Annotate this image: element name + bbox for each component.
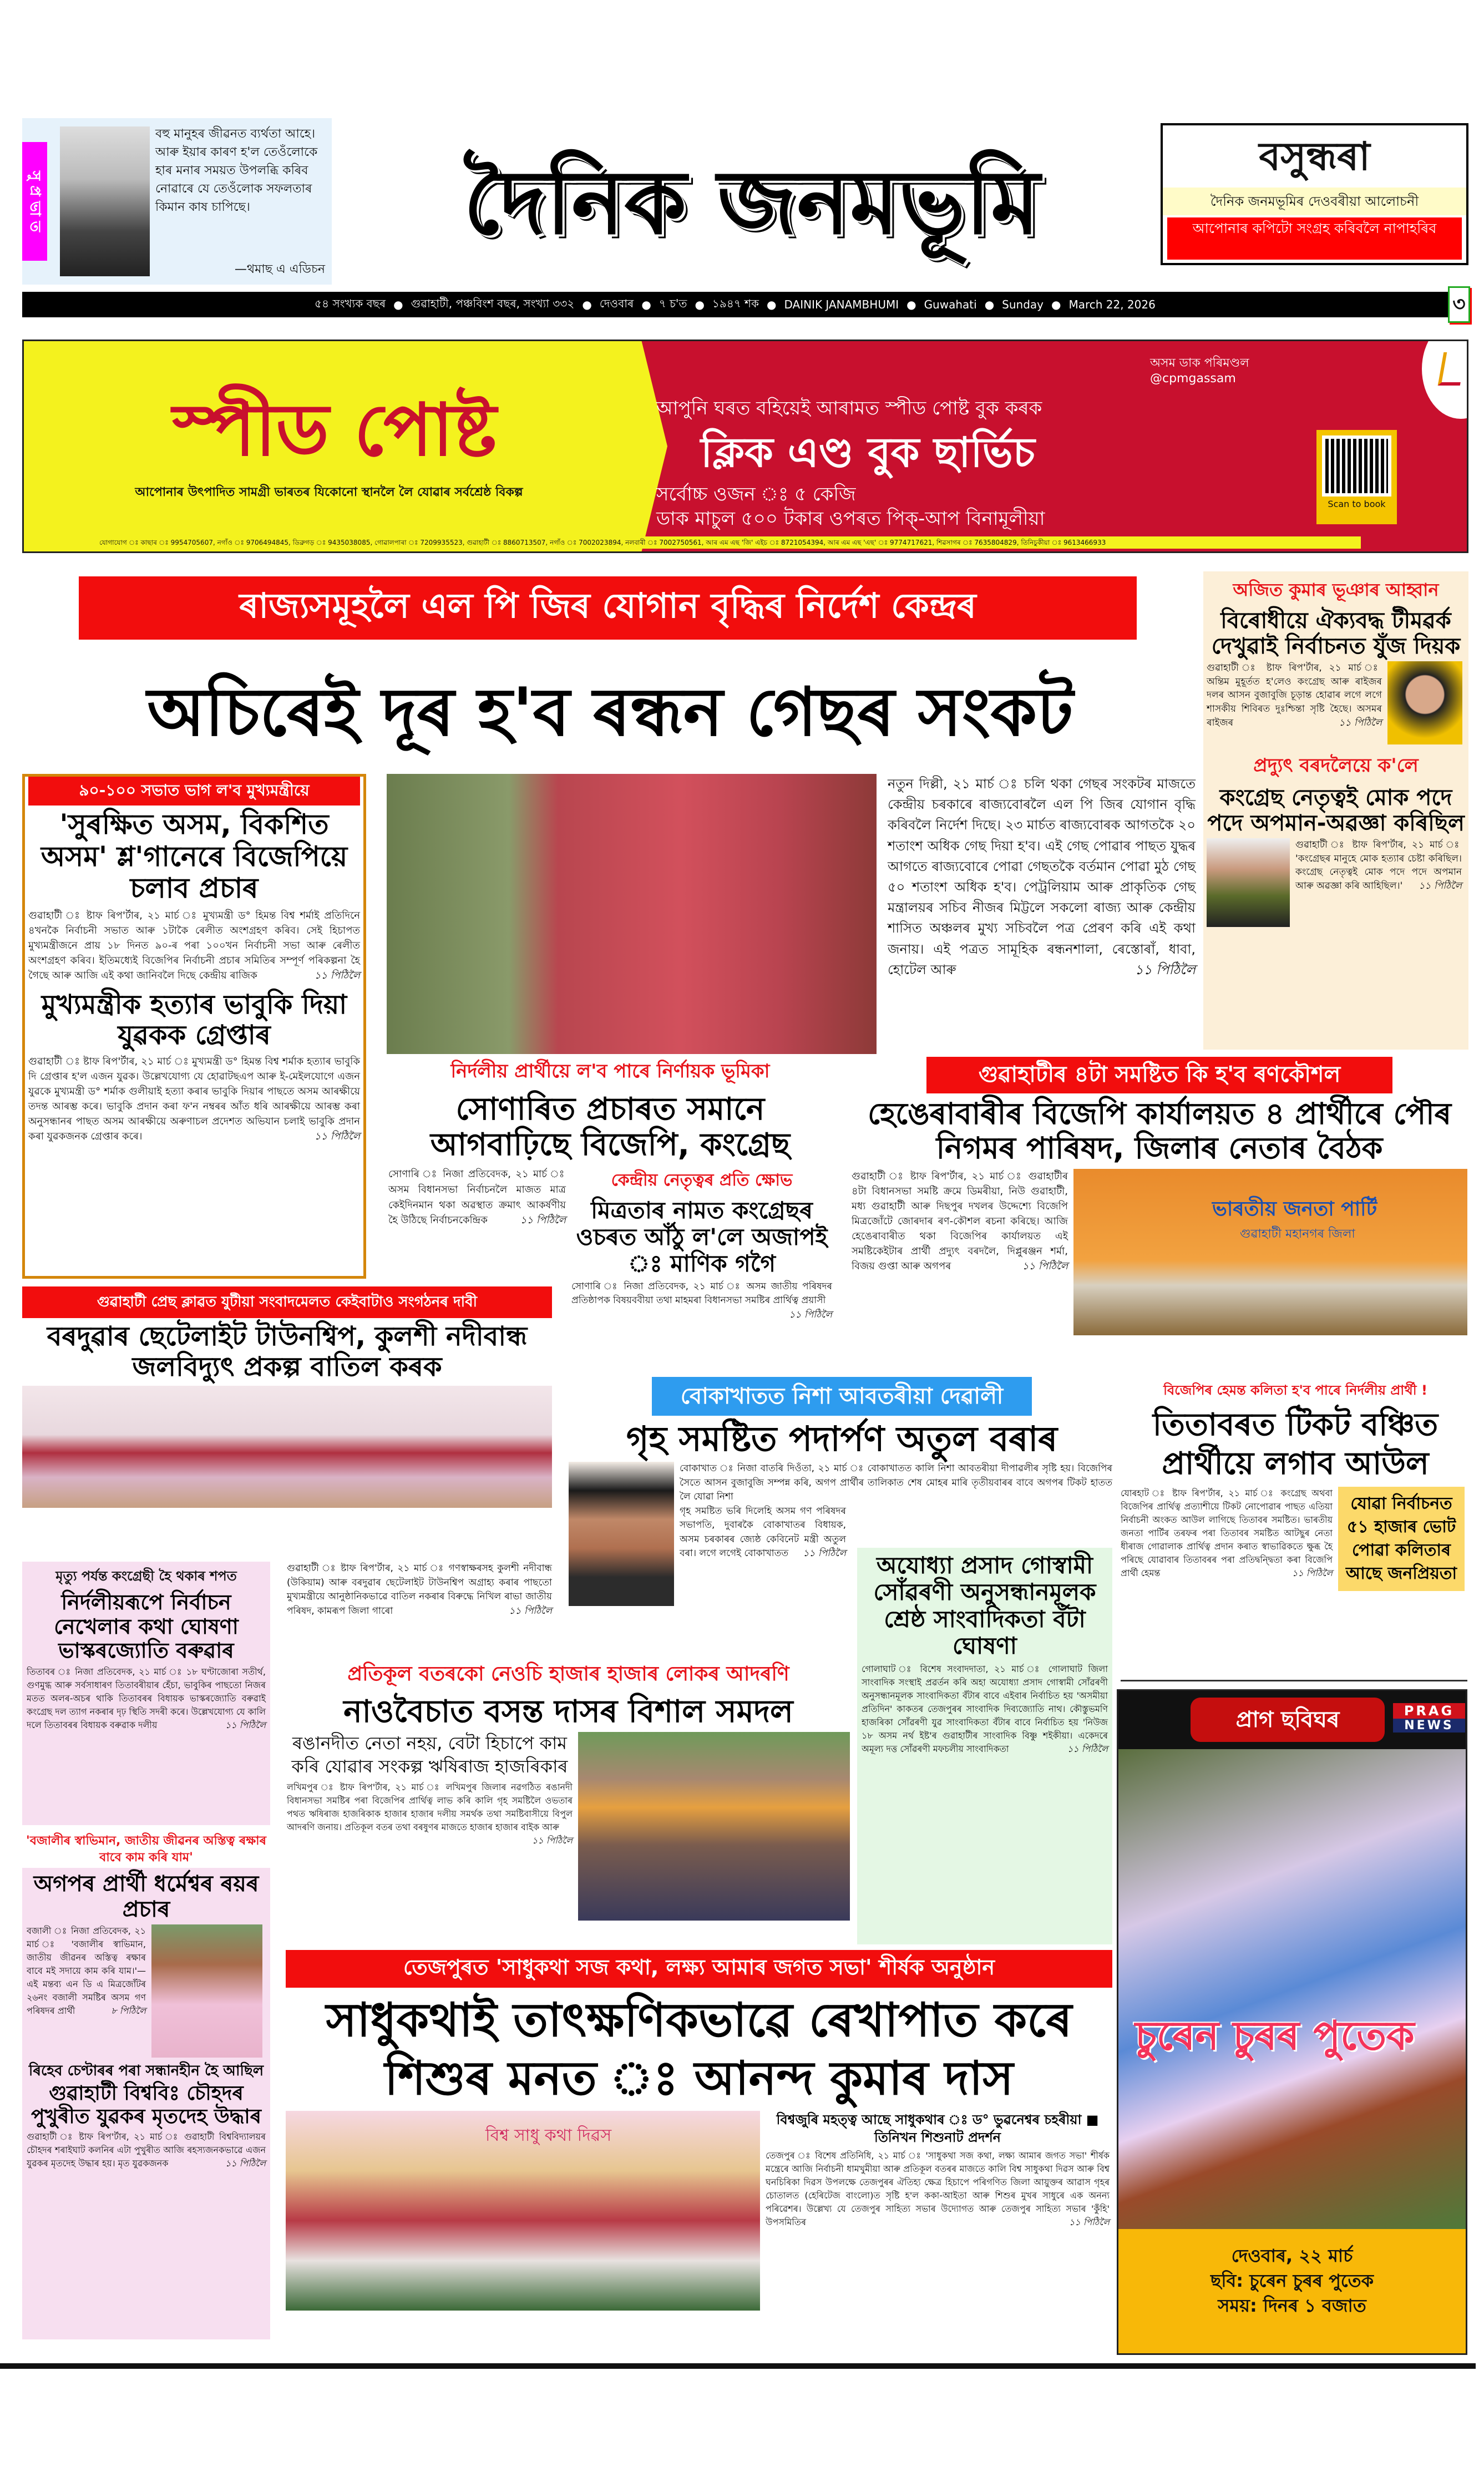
kulsi-headline: বৰদুৱাৰ ছেটেলাইট টাউনশ্বিপ, কুলশী নদীবান্ধ জলবিদ্যুৎ প্ৰকল্প বাতিল কৰক [47, 1321, 528, 1383]
guwahati4-headline: হেঙেৰাবাৰীৰ বিজেপি কাৰ্যালয়ত ৪ প্ৰাৰ্থীৰে পৌৰ নিগমৰ পাৰিষদ, জিলাৰ নেতাৰ বৈঠক [868, 1096, 1451, 1166]
tezpur-body: তেজপুৰ ঃ বিশেষ প্ৰতিনিধি, ২১ মাৰ্চ ঃ 'সাধুকথা সজ কথা, লক্ষ্য আমাৰ জগত সভা' শীৰ্ষক মন্ত্ৰেৰে আজি নিৰ্বাচনী ধামখুমীয়া আৰু প্ৰতিকূল বতৰৰ মাজতে কালি বিশ্ব সাধুকথা দিৱস আৰু বিশ্ব ঘনচিৰিকা দিৱস উপলক্ষে তেজপুৰৰ ঐতিহ্য ক্ষেত্ৰ হিচাপে পৰিগণিত জিলা আয়ুক্তৰ আৱাস গৃহৰ চোতালত (হেৰিটেজ বাংলো)ত সৃষ্টি হ'ল ককা-আইতা আৰু শিশুৰ মুখৰ সাধুৰে এক অনন্য পৰিৱেশৰ। উল্লেখ্য যে তেজপুৰ সাহিত্য সভাৰ উদ্যোগত আৰু তেজপুৰ সাহিত্য সভাৰ 'কুঁহি' উপসমিতিৰ ১১ পিঠিলৈ [766, 2150, 1110, 2227]
bajali-body: বজালী ঃ নিজা প্ৰতিবেদক, ২১ মাৰ্চ ঃ 'বজালীৰ স্বাভিমান, জাতীয় জীৱনৰ অস্তিত্ব ৰক্ষাৰ বাবে মই সদায়ে কাম কৰি যাম।'— এই মন্তব্য এন ডি এ মিত্ৰজোঁটৰ ২৬নং বজালী সমষ্টিৰ অসম গণ পৰিষদৰ প্ৰাৰ্থী ৮ পিঠিলৈ [27, 1926, 146, 2017]
bokakhat-headline: গৃহ সমষ্টিত পদাৰ্পণ অতুল বৰাৰ [626, 1419, 1058, 1459]
dharmeswar-roy-photo [151, 1924, 262, 2058]
pradyut-bordoloi-photo [1207, 838, 1290, 927]
prag-day: দেওবাৰ, ২২ মাৰ্চ [1231, 2245, 1353, 2266]
ayodhya-headline: অযোধ্যা প্ৰসাদ গোস্বামী সোঁৱৰণী অনুসন্ধানমূলক শ্ৰেষ্ঠ সাংবাদিকতা বঁটা ঘোষণা [873, 1552, 1096, 1659]
dateline-item: Guwahati [924, 298, 977, 311]
ajit-body: গুৱাহাটী ঃ ষ্টাফ ৰিপ'ৰ্টাৰ, ২১ মাৰ্চ ঃ অন্তিম মুহূৰ্তত হ'লেও কংগ্ৰেছ আৰু ৰাইজৰ দলৰ আসন বুজাবুজি চূড়ান্ত হোৱাৰ লগে লগে শাসকীয় শিবিৰত দুঃশ্চিন্তা সৃষ্টি হৈছে। অসমৰ ৰাইজৰ ১১ পিঠিলৈ [1207, 662, 1382, 728]
india-post-logo [1422, 340, 1468, 419]
lead-body: নতুন দিল্লী, ২১ মাৰ্চ ঃ চলি থকা গেছৰ সংকটৰ মাজতে কেন্দ্ৰীয় চৰকাৰে ৰাজ্যবোৰলৈ এল পি জিৰ যোগান বৃদ্ধি কৰিবলৈ নিৰ্দেশ দিছে। ২৩ মাৰ্চত ৰাজ্যবোৰক আগতকৈ ২০ শতাংশ অধিক গেছ দিয়া হ'ব। এই গেছ পোৱাৰ পাছত যুদ্ধৰ আগতে ৰাজ্যবোৰে পোৱা গেছতকৈ বৰ্তমান পোৱা মুঠ গেছ ৫০ শতাংশ অধিক হ'ব। পেট্ৰলিয়াম আৰু প্ৰাকৃতিক গেছ মন্ত্ৰালয়ৰ সচিব নীজৰ মিট্টলে সকলো ৰাজ্য আৰু কেন্দ্ৰীয় শাসিত অঞ্চলৰ মুখ্য সচিবলৈ পত্ৰ প্ৰেৰণ কৰি এই কথা জনায়। এই পত্ৰত সামূহিক ৰন্ধনশালা, ৰেস্তোৰাঁ, ধাবা, হোটেল আৰু ১১ পিঠিলৈ [888, 774, 1196, 980]
dateline-item: Sunday [1002, 298, 1044, 311]
dateline-item: ৫৪ সংখ্যক বছৰ [315, 296, 386, 310]
photo-banner-text: ভাৰতীয় জনতা পাৰ্টি [1212, 1198, 1377, 1221]
pradyut-kicker: প্ৰদ্যুৎ বৰদলৈয়ে ক'লে [1253, 754, 1419, 777]
sidebar-beige [1203, 571, 1468, 1050]
bhaskar-box [22, 1562, 270, 1825]
ad-title: স্পীড পোষ্ট [173, 388, 497, 472]
continued-label: ১১ পিঠিলৈ [1134, 961, 1196, 977]
ajit-bhuyan-photo [1387, 661, 1462, 744]
atul-bora-photo [569, 1462, 674, 1606]
quote-strip: সু প্ৰ ভা ত [22, 142, 47, 261]
ad-line2: ক্লিক এণ্ড বুক ছাৰ্ভিচ [701, 429, 1035, 477]
dateline-item: ১৯৪৭ শক [712, 296, 759, 310]
sonari-headline: সোণাৰিত প্ৰচাৰত সমানে আগবাঢ়িছে বিজেপি, কংগ্ৰেছ [430, 1091, 791, 1163]
ad-contacts: যোগাযোগ ঃ কাছাৰ ঃ 9954705607, নগাঁও ঃ 9706494845, ডিব্ৰুগড় ঃ 9435038085, গোৱালপাৰা ঃ 7209935523, গুৱাহাটী ঃ 8860713507, নগাঁও ঃ 7002023894, নলবাৰী ঃ 7002750561, আৰ এম এছ 'জি' এইচ ঃ 8721054394, আৰ এম এছ 'এছ' ঃ 9774717621, শিৱসাগৰ ঃ 7635804829, তিনিচুকীয়া ঃ 9613466933 [96, 536, 1361, 549]
bokakhat-body-bottom: গৃহ সমষ্টিত ভৰি দিলেহি অসম গণ পৰিষদৰ সভাপতি, দুবাৰকৈ বোকাখাতৰ বিধায়ক, অসম চৰকাৰৰ জ্যেষ্ঠ কেবিনেট মন্ত্ৰী অতুল বৰা। লগে লগেই বোকাখাতত ১১ পিঠিলৈ [680, 1505, 846, 1559]
masthead-title: দৈনিক জনমভূমি [463, 150, 1040, 254]
naoboicha-story [287, 1659, 850, 1921]
ad-line4: ডাক মাচুল ৫০০ টকাৰ ওপৰত পিক্-আপ বিনামূলীয়া [656, 508, 1045, 530]
storytelling-event-photo [286, 2111, 760, 2311]
ayodhya-body: গোলাঘাট ঃ বিশেষ সংবাদদাতা, ২১ মাৰ্চ ঃ গোলাঘাট জিলা সাংবাদিক সংস্থাই প্ৰৱৰ্তন কৰি অহা অযোধ্যা প্ৰসাদ গোস্বামী সোঁৱৰণী অনুসন্ধানমূলক সাংবাদিকতা বঁটাৰ বাবে এইবাৰ নিৰ্বাচিত হয় 'অসমীয়া প্ৰতিদিন' কাকতৰ তেজপুৰৰ সাংবাদিক দিব্যজ্যোতি নাথ। কৌস্তুভমণি হাজৰিকা সোঁৱৰণী যুৱ সাংবাদিকতা বঁটাৰ বাবে নিৰ্বাচিত হয় 'নিউজ ১৮ অসম নৰ্থ ইষ্ট'ৰ গুৱাহাটীৰ সাংবাদিক বিষ্ণু শইকীয়া। একেদৰে অমূল্য দত্ত সোঁৱৰণী মফচলীয় সাংবাদিকতা ১১ পিঠিলৈ [862, 1664, 1108, 1755]
dateline-bar: ৫৪ সংখ্যক বছৰ ● গুৱাহাটী, পঞ্চবিংশ বছৰ, সংখ্যা ৩৩২ ● দেওবাৰ ● ৭ চ'ত ● ১৯৪৭ শক ● DAINIK JANAMBHUMI ● Guwahati ● Sunday ● March 22, 2026 [22, 292, 1448, 317]
bhaskar-body: তিতাবৰ ঃ নিজা প্ৰতিবেদক, ২১ মাৰ্চ ঃ ১৮ ঘণ্টাজোৰা সতীৰ্থ, গুণমুগ্ধ আৰু সৰ্বসাধাৰণ তিতাবৰীয়াৰ হেঁচা, ভাবুকিৰ পাছতো নিজৰ মতত অলৰ-অচৰ থাকি তিতাবৰৰ বিধায়ক ভাস্কৰজ্যোতি বৰুৱাই কংগ্ৰেছ দল ত্যাগ নকৰাৰ দৃঢ় স্থিতি সদৰী কৰে। উল্লেখযোগ্য যে কালি দলে তিতাবৰৰ বিধায়ক বৰুৱাক দলীয় ১১ পিঠিলৈ [27, 1666, 266, 1731]
photo-banner-sub: গুৱাহাটী মহানগৰ জিলা [1240, 1227, 1355, 1242]
kulsi-body: গুৱাহাটী ঃ ষ্টাফ ৰিপ'ৰ্টাৰ, ২১ মাৰ্চ ঃ গণস্বাক্ষৰসহ কুলশী নদীবান্ধ (উকিয়াম) আৰু বৰদুৱাৰ ছেটেলাইট টাউনশ্বিপ অগ্ৰাহ্য কৰাৰ পাছতো মুখ্যমন্ত্ৰীয়ে আনুষ্ঠানিকভাৱে বাতিল নকৰাৰ বিৰুদ্ধে নিখিল ৰাভা জাতীয় পৰিষদ, কামৰূপ জিলা গাৰো ১১ পিঠিলৈ [287, 1563, 552, 1617]
titabor-body: যোৰহাট ঃ ষ্টাফ ৰিপ'ৰ্টাৰ, ২১ মাৰ্চ ঃ কংগ্ৰেছ অথবা বিজেপিৰ প্ৰাৰ্থিত্ব প্ৰত্যাশীয়ে টিকট নোপোৱাৰ পাছত এতিয়া নিৰ্বাচনী অংকত আউল লাগিছে তিতাবৰ সমষ্টিত। ভাৰতীয় জনতা পাৰ্টিৰ তৰফৰ পৰা তিতাবৰ সমষ্টিত আটছুৰ নেতা ধীৰাজ গোৱালাক প্ৰাৰ্থিত্ব প্ৰদান কৰাত স্বাভাৱিকতে ক্ষুব্ধ হৈ পৰিছে যোৱাবাৰ তিতাবৰৰ পৰা প্ৰতিদ্বন্দ্বিতা কৰা বিজেপি প্ৰাৰ্থী হেমন্ত ১১ পিঠিলৈ [1121, 1488, 1333, 1578]
ad-line3: সৰ্বোচ্চ ওজন ঃ ৫ কেজি [656, 483, 856, 505]
titabor-highlight-box: যোৱা নিৰ্বাচনত ৫১ হাজাৰ ভোট পোৱা কলিতাৰ আছে জনপ্ৰিয়তা [1338, 1487, 1465, 1591]
naoboicha-headline: নাওবৈচাত বসন্ত দাসৰ বিশাল সমদল [343, 1694, 793, 1730]
divider [1121, 1680, 1467, 1681]
lead-kicker: ৰাজ্যসমূহলৈ এল পি জিৰ যোগান বৃদ্ধিৰ নিৰ্দেশ কেন্দ্ৰৰ [79, 576, 1137, 640]
bottom-rule [0, 2363, 1476, 2369]
threat-body: গুৱাহাটী ঃ ষ্টাফ ৰিপ'ৰ্টাৰ, ২১ মাৰ্চ ঃ মুখ্যমন্ত্ৰী ড° হিমন্ত বিশ্ব শৰ্মাক হত্যাৰ ভাবুকি দি গ্ৰেপ্তাৰ হ'ল এজন যুৱক। উল্লেখযোগ্য যে হোৱাটছএপ আৰু ই-মেইলযোগে এজন যুৱকে মুখ্যমন্ত্ৰী ড° শৰ্মাক গুলীয়াই হত্যা কৰাৰ ভাবুকি দিয়াৰ পাছতে অসম আৰক্ষীয়ে তদন্ত আৰম্ভ কৰে। ভাবুকি প্ৰদান কৰা ফ'ন নম্বৰৰ আঁত ধৰি আৰক্ষীয়ে আৰম্ভ কৰা অনুসন্ধানৰ পাছত অসম আৰক্ষীয়ে অৰুণাচল প্ৰদেশত অভিযান চলাই ভাবুকি প্ৰদান কৰা যুৱকজনক গ্ৰেপ্তাৰ কৰে। ১১ পিঠিলৈ [28, 1055, 360, 1142]
supplement-title: বসুন্ধৰা [1259, 134, 1370, 179]
ajit-headline: বিৰোধীয়ে ঐক্যবদ্ধ টীমৱৰ্ক দেখুৱাই নিৰ্বাচনত যুঁজ দিয়ক [1211, 608, 1461, 659]
gogoi-headline: মিত্ৰতাৰ নামত কংগ্ৰেছৰ ওচৰত আঁঠু ল'লে অজাপই ঃ মাণিক গগৈ [576, 1196, 828, 1278]
ad-tagline: আপোনাৰ উৎপাদিত সামগ্ৰী ভাৰতৰ যিকোনো স্থানলৈ লৈ যোৱাৰ সৰ্বশ্ৰেষ্ঠ বিকল্প [135, 485, 523, 499]
dateline-item: March 22, 2026 [1068, 298, 1156, 311]
kulsi-story [22, 1286, 552, 1508]
naoboicha-subhead: ৰঙানদীত নেতা নহয়, বেটা হিচাপে কাম কৰি যোৱাৰ সংকল্প ঋষিৰাজ হাজৰিকাৰ [291, 1733, 568, 1777]
ayodhya-box [857, 1548, 1112, 1944]
quote-author: —থমাছ এ এডিচন [235, 260, 325, 280]
bajali-kicker: 'বজালীৰ স্বাভিমান, জাতীয় জীৱনৰ অস্তিত্ব ৰক্ষাৰ বাবে কাম কৰি যাম' [26, 1834, 266, 1865]
sonari-kicker: নিৰ্দলীয় প্ৰাৰ্থীয়ে ল'ব পাৰে নিৰ্ণায়ক ভূমিকা [450, 1060, 770, 1082]
scan-label: Scan to book [1328, 499, 1386, 509]
prag-news-logo: PRAG NEWS [1393, 1703, 1465, 1733]
cm-headline: 'সুৰক্ষিত অসম, বিকশিত অসম' শ্ল'গানেৰে বিজেপিয়ে চলাব প্ৰচাৰ [40, 808, 348, 904]
ad-handle: @cpmgassam [1150, 372, 1236, 386]
kulsi-kicker: গুৱাহাটী প্ৰেছ ক্লাৱত যুটীয়া সংবাদমেলত কেইবাটাও সংগঠনৰ দাবী [22, 1286, 552, 1318]
prag-cinema-ad [1117, 1689, 1467, 2355]
gogoi-body: সোণাৰি ঃ নিজা প্ৰতিবেদক, ২১ মাৰ্চ ঃ অসম জাতীয় পৰিষদৰ প্ৰতিষ্ঠাপক বিষয়ববীয়া তথা মাহমৰা বিধানসভা সমষ্টিৰ প্ৰাৰ্থিত্ব প্ৰয়াসী ১১ পিঠিলৈ [571, 1280, 832, 1320]
bjp-meeting-photo [1073, 1169, 1467, 1335]
photo-banner-text: বিশ্ব সাধু কথা দিৱস [485, 2126, 612, 2145]
guwahati4-kicker: গুৱাহাটীৰ ৪টা সমষ্টিত কি হ'ব ৰণকৌশল [926, 1057, 1392, 1093]
tezpur-headline: সাধুকথাই তাৎক্ষণিকভাৱে ৰেখাপাত কৰে শিশুৰ মনত ঃ আনন্দ কুমাৰ দাস [326, 1993, 1072, 2105]
dateline-item: DAINIK JANAMBHUMI [784, 298, 899, 311]
bajali-headline: অগপৰ প্ৰাৰ্থী ধৰ্মেশ্বৰ ৰয়ৰ প্ৰচাৰ [33, 1871, 259, 1923]
bhaskar-headline: নিৰ্দলীয়ৰূপে নিৰ্বাচন নেখেলাৰ কথা ঘোষণা ভাস্কৰজ্যোতি বৰুৱাৰ [54, 1590, 239, 1663]
titabor-headline: তিতাবৰত টিকট বঞ্চিত প্ৰাৰ্থীয়ে লগাব আউল [1152, 1407, 1439, 1482]
page-number: ৩ [1448, 286, 1470, 323]
gu-headline-small: ৰিহেব চেণ্টাৰৰ পৰা সন্ধানহীন হৈ আছিল [28, 2063, 264, 2080]
ajit-kicker: অজিত কুমাৰ ভূঞাৰ আহ্বান [1233, 579, 1439, 600]
lead-headline: অচিৰেই দূৰ হ'ব ৰন্ধন গেছৰ সংকট [147, 674, 1073, 751]
bhaskar-kicker: মৃত্যু পৰ্যন্ত কংগ্ৰেছী হৈ থকাৰ শপত [55, 1568, 237, 1584]
film-title-overlay: চুৰেন চুৰৰ পুতেক [1135, 2012, 1415, 2059]
bajali-area [22, 1831, 270, 2339]
supplement-subtitle: দৈনিক জনমভূমিৰ দেওবৰীয়া আলোচনী [1163, 188, 1466, 215]
sonari-story [388, 1057, 832, 1322]
dateline-item: গুৱাহাটী, পঞ্চবিংশ বছৰ, সংখ্যা ৩৩২ [411, 296, 575, 310]
naoboicha-body: লখিমপুৰ ঃ ষ্টাফ ৰিপ'ৰ্টাৰ, ২১ মাৰ্চ ঃ লখিমপুৰ জিলাৰ নৱগঠিত ৰঙানদী বিধানসভা সমষ্টিৰ পৰা বিজেপিৰ প্ৰাৰ্থিত্ব লাভ কৰি কালি গৃহ সমষ্টিলৈ ওভতাৰ পথত ঋষিৰাজ হাজৰিকাক হাজাৰ হাজাৰ দলীয় সমৰ্থক তথা সমষ্টিবাসীয়ে বিপুল আদৰণি জনায়। প্ৰতিকূল বতৰ তথা বৰষুণৰ মাজতে হাজাৰ হাজাৰ বাইক আৰু ১১ পিঠিলৈ [287, 1781, 573, 1846]
prag-film: ছবি: চুৰেন চুৰৰ পুতেক [1210, 2270, 1374, 2291]
rally-crowd-photo [578, 1732, 850, 1921]
supplement-cta: আপোনাৰ কপিটো সংগ্ৰহ কৰিবলৈ নাপাহৰিব [1167, 217, 1462, 260]
threat-headline: মুখ্যমন্ত্ৰীক হত্যাৰ ভাবুকি দিয়া যুৱকক গ্ৰেপ্তাৰ [41, 989, 347, 1051]
lpg-cylinders-photo [387, 774, 877, 1054]
ad-line1: আপুনি ঘৰত বহিয়েই আৰামত স্পীড পোষ্ট বুক কৰক [656, 397, 1042, 419]
tezpur-story [286, 1950, 1112, 2311]
prag-title: প্ৰাগ ছবিঘৰ [1191, 1698, 1385, 1742]
ad-org: অসম ডাক পৰিমণ্ডল [1150, 356, 1249, 370]
pradyut-headline: কংগ্ৰেছ নেতৃত্বই মোক পদে পদে অপমান-অৱজ্ঞা কৰিছিল [1207, 785, 1465, 836]
pradyut-body: গুৱাহাটী ঃ ষ্টাফ ৰিপ'ৰ্টাৰ, ২১ মাৰ্চ ঃ 'কংগ্ৰেছৰ মানুহে মোক হত্যাৰ চেষ্টা কৰিছিল। কংগ্ৰেছ নেতৃত্বই মোক পদে পদে অপমান আৰু অৱজ্ঞা কৰি আহিছিল।' ১১ পিঠিলৈ [1295, 839, 1462, 891]
bokakhat-kicker: বোকাখাতত নিশা আবতৰীয়া দেৱালী [652, 1377, 1032, 1416]
guwahati4-story [852, 1057, 1467, 1335]
naoboicha-kicker: প্ৰতিকূল বতৰকো নেওচি হাজাৰ হাজাৰ লোকৰ আদৰণি [347, 1663, 789, 1685]
supplement-box [1161, 123, 1468, 265]
bokakhat-body-top: বোকাখাত ঃ নিজা বাতৰি দিওঁতা, ২১ মাৰ্চ ঃ বোকাখাতত কালি নিশা আবতৰীয়া দীপাৱলীৰ সৃষ্টি হয়। বিজেপিৰ সৈতে আসন বুজাবুজি সম্পন্ন কৰি, অগপ প্ৰাৰ্থীৰ তালিকাত শেষ মোহৰ মাৰি তৃতীয়বাৰৰ বাবে অগপৰ টিকট হাতত লৈ যোৱা নিশা [680, 1463, 1112, 1503]
tezpur-subhead: বিশ্বজুৰি মহত্ত্ব আছে সাধুকথাৰ ঃ ড° ভুৱনেশ্বৰ চহৰীয়া ■ তিনিখন শিশুনাট প্ৰদৰ্শন [776, 2112, 1099, 2146]
dateline-item: ৭ চ'ত [659, 296, 687, 310]
press-conference-photo [22, 1386, 552, 1508]
prag-time: সময়: দিনৰ ১ বজাত [1218, 2294, 1366, 2316]
gogoi-kicker: কেন্দ্ৰীয় নেতৃত্বৰ প্ৰতি ক্ষোভ [611, 1170, 793, 1190]
gu-body: গুৱাহাটী ঃ ষ্টাফ ৰিপ'ৰ্টাৰ, ২১ মাৰ্চ ঃ গুৱাহাটী বিশ্ববিদ্যালয়ৰ চৌহদৰ শৰাইঘাট কলনিৰ এটা পুখুৰীত আজি ৰহস্যজনকভাৱে এজন যুৱকৰ মৃতদেহ উদ্ধাৰ হয়। মৃত যুৱকজনক ১১ পিঠিলৈ [27, 2131, 266, 2169]
quote-author-photo [60, 126, 150, 276]
guwahati4-body: গুৱাহাটী ঃ ষ্টাফ ৰিপ'ৰ্টাৰ, ২১ মাৰ্চ ঃ গুৱাহাটীৰ ৪টা বিধানসভা সমষ্টি ক্ৰমে ডিমৰীয়া, নিউ গুৱাহাটী, মধ্য গুৱাহাটী আৰু দিছপুৰ দখলৰ উদ্দেশ্যে বিজেপি মিত্ৰজোঁটে জোৰদাৰ ৰণ-কৌশল ৰচনা কৰিছে। আজি হেঙেৰাবাৰীত থকা বিজেপিৰ কাৰ্যালয়ত এই সমষ্টিকেইটাৰ প্ৰাৰ্থী প্ৰদ্যুৎ বৰদলৈ, দিপ্লুৰঞ্জন শৰ্মা, বিজয় গুপ্তা আৰু অগপৰ ১১ পিঠিলৈ [852, 1171, 1068, 1273]
film-still [1118, 1749, 1466, 2229]
cm-box [22, 774, 366, 1279]
cm-kicker: ৯০-১০০ সভাত ভাগ ল'ব মুখ্যমন্ত্ৰীয়ে [28, 777, 360, 806]
qr-code[interactable] [1316, 430, 1397, 524]
gu-headline: গুৱাহাটী বিশ্ববিঃ চৌহদৰ পুখুৰীত যুৱকৰ মৃতদেহ উদ্ধাৰ [31, 2082, 261, 2128]
gogoi-story [571, 1167, 832, 1322]
speed-post-ad [22, 340, 1468, 553]
quote-text: বহু মানুহৰ জীৱনত ব্যৰ্থতা আহে। আৰু ইয়াৰ কাৰণ হ'ল তেওঁলোকে হাৰ মনাৰ সময়ত উপলব্ধি কৰিব নোৱাৰে যে তেওঁলোক সফলতাৰ কিমান কাষ চাপিছে। [155, 127, 318, 214]
titabor-kicker: বিজেপিৰ হেমন্ত কলিতা হ'ব পাৰে নিৰ্দলীয় প্ৰাৰ্থী ! [1163, 1382, 1427, 1398]
quote-box [22, 118, 332, 285]
tezpur-kicker: তেজপুৰত 'সাধুকথা সজ কথা, লক্ষ্য আমাৰ জগত সভা' শীৰ্ষক অনুষ্ঠান [286, 1950, 1112, 1988]
bajali-box [22, 1868, 270, 2339]
cm-body: গুৱাহাটী ঃ ষ্টাফ ৰিপ'ৰ্টাৰ, ২১ মাৰ্চ ঃ মুখ্যমন্ত্ৰী ড° হিমন্ত বিশ্ব শৰ্মাই প্ৰতিদিনে ৪খনকৈ নিৰ্বাচনী সভাত আৰু ১টাকৈ ৰেলীত অংশগ্ৰহণ কৰিব। সেই হিচাপত মুখ্যমন্ত্ৰীজনে প্ৰায় ১৮ দিনত ৯০-ৰ পৰা ১০০খন নিৰ্বাচনী সভা আৰু ৰেলীত অংশগ্ৰহণ কৰিব। ইতিমধ্যেই বিজেপিৰ নিৰ্বাচনী প্ৰচাৰ সমিতিৰ সম্পূৰ্ণ পৰিকল্পনা হৈ গৈছে আৰু আজি এই কথা জানিবলৈ দিছে কেন্দ্ৰীয় ৰাজিক ১১ পিঠিলৈ [28, 909, 360, 981]
titabor-story [1121, 1380, 1470, 1591]
dateline-item: দেওবাৰ [599, 296, 634, 310]
sonari-body: সোণাৰি ঃ নিজা প্ৰতিবেদক, ২১ মাৰ্চ ঃ অসম বিধানসভা নিৰ্বাচনলৈ মাজত মাত্ৰ কেইদিনমান থকা অৱস্থাত ক্ৰমাৎ আকৰ্ষণীয় হৈ উঠিছে নিৰ্বাচনকেন্দ্ৰিক ১১ পিঠিলৈ [388, 1168, 566, 1227]
